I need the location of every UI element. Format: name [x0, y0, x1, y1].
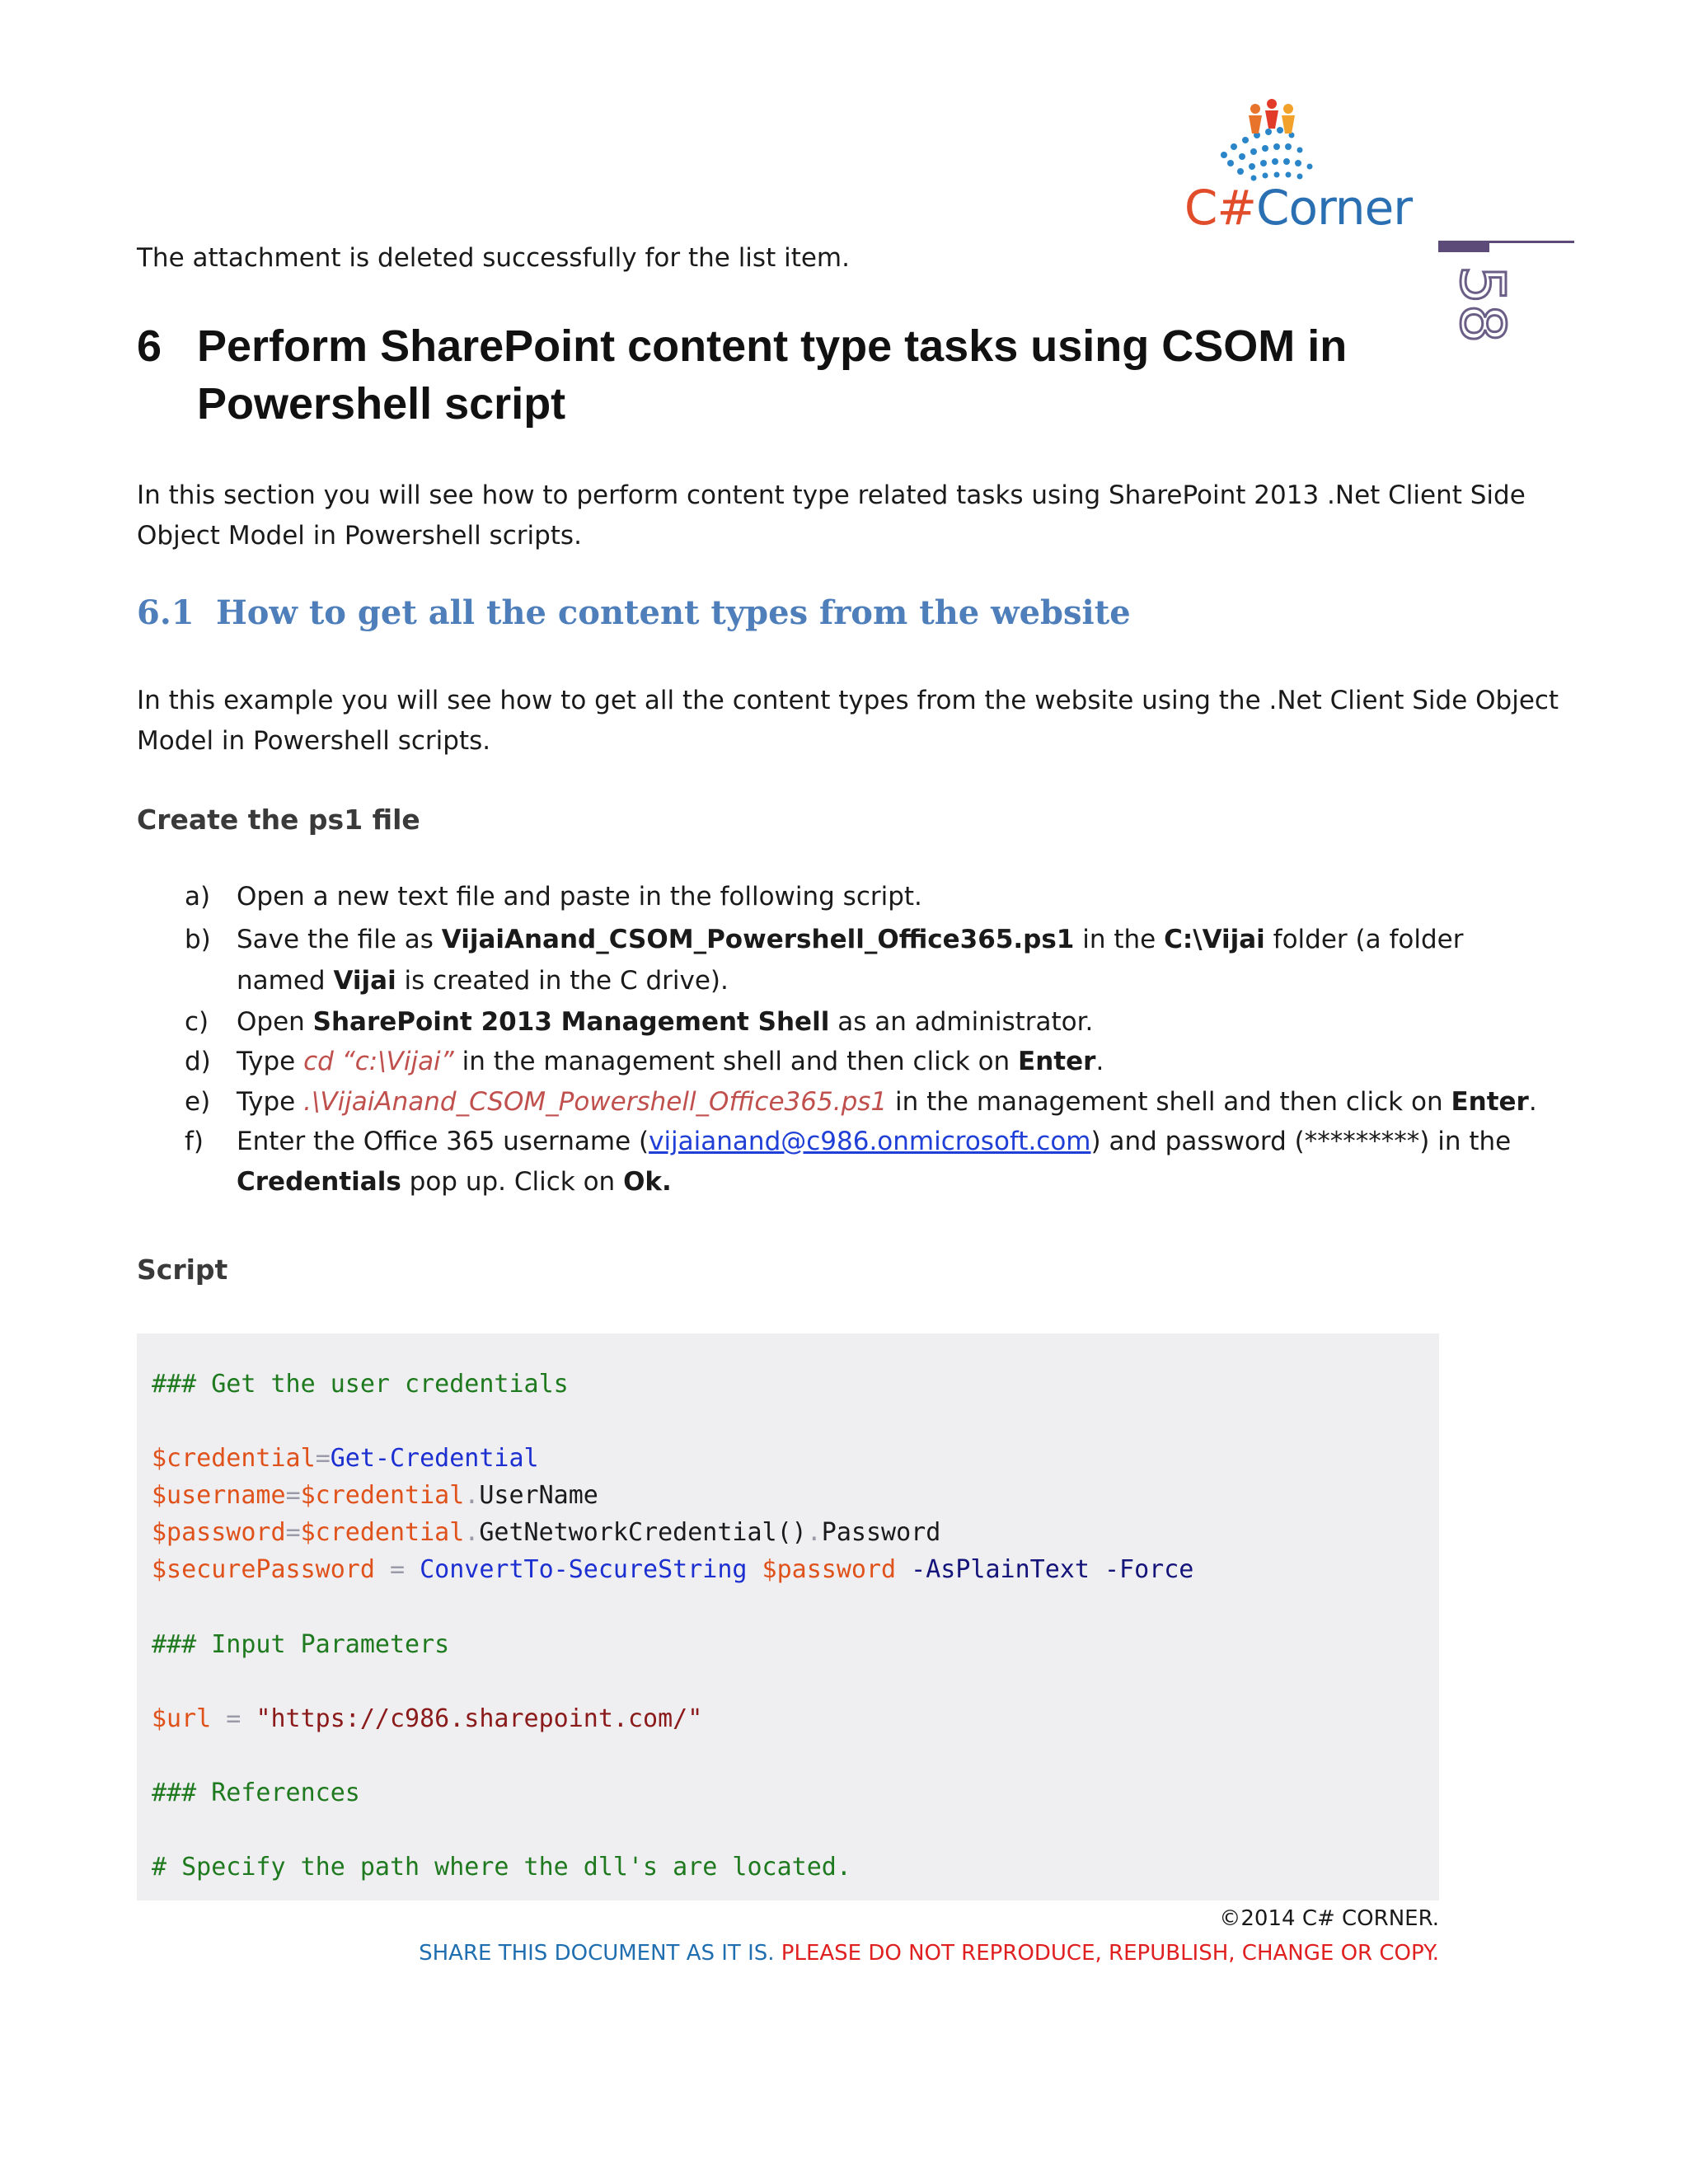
section-number: 6: [137, 321, 162, 371]
step-label: b): [185, 925, 211, 954]
step-text: Enter the Office 365 username (vijaianand@c986.onmicrosoft.com) and password (*********) in the: [237, 1127, 1512, 1156]
step-label: a): [185, 882, 211, 912]
step-text: named Vijai is created in the C drive).: [237, 966, 729, 996]
step-text: Save the file as VijaiAnand_CSOM_Powershell_Office365.ps1 in the C:\Vijai folder (a folder: [237, 925, 1464, 954]
script-heading: Script: [137, 1254, 228, 1286]
code-line: ### Get the user credentials: [152, 1370, 569, 1399]
code-line: $credential=Get-Credential: [152, 1444, 539, 1473]
paragraph-2-line1: In this example you will see how to get all the content types from the website using the .Net Client Side Object: [137, 686, 1559, 715]
section-title-line1: Perform SharePoint content type tasks using CSOM in: [197, 321, 1348, 371]
paragraph-2-line2: Model in Powershell scripts.: [137, 726, 491, 756]
paragraph-1-line2: Object Model in Powershell scripts.: [137, 521, 582, 551]
code-block: [137, 1333, 1439, 1900]
code-line: ### Input Parameters: [152, 1630, 450, 1659]
subsection-number: 6.1: [137, 593, 195, 632]
share-notice: SHARE THIS DOCUMENT AS IT IS. PLEASE DO NOT REPRODUCE, REPUBLISH, CHANGE OR COPY.: [419, 1941, 1439, 1966]
code-line: $securePassword = ConvertTo-SecureString $password -AsPlainText -Force: [152, 1555, 1194, 1584]
step-label: f): [185, 1127, 204, 1156]
copyright-notice: ©2014 C# CORNER.: [1219, 1906, 1439, 1931]
step-label: c): [185, 1007, 209, 1037]
code-line: # Specify the path where the dll's are located.: [152, 1853, 851, 1882]
step-text: Type cd “c:\Vijai” in the management shell and then click on Enter.: [237, 1047, 1104, 1076]
people-globe-icon: [1175, 97, 1422, 188]
subsection-title: How to get all the content types from the website: [216, 593, 1131, 632]
paragraph-1-line1: In this section you will see how to perform content type related tasks using SharePoint 2013 .Net Client Side: [137, 480, 1526, 510]
c-sharp-corner-logo: [1175, 97, 1422, 241]
page-number: 58: [1447, 265, 1517, 344]
header-rule-block: [1438, 241, 1489, 252]
intro-line: The attachment is deleted successfully for the list item.: [137, 243, 850, 273]
step-text: Credentials pop up. Click on Ok.: [237, 1167, 672, 1197]
logo-text: C#Corner: [1184, 180, 1413, 236]
step-text: Type .\VijaiAnand_CSOM_Powershell_Office365.ps1 in the management shell and then click on Enter.: [237, 1087, 1537, 1117]
section-title-line2: Powershell script: [197, 379, 566, 429]
code-line: $username=$credential.UserName: [152, 1481, 598, 1510]
email-link[interactable]: vijaianand@c986.onmicrosoft.com: [649, 1127, 1091, 1156]
code-line: $url = "https://c986.sharepoint.com/": [152, 1704, 703, 1733]
step-label: e): [185, 1087, 211, 1117]
step-text: Open SharePoint 2013 Management Shell as an administrator.: [237, 1007, 1094, 1037]
step-label: d): [185, 1047, 211, 1076]
create-file-heading: Create the ps1 file: [137, 804, 420, 836]
step-text: Open a new text file and paste in the following script.: [237, 882, 922, 912]
code-line: $password=$credential.GetNetworkCredential().Password: [152, 1518, 941, 1547]
code-line: ### References: [152, 1779, 360, 1807]
